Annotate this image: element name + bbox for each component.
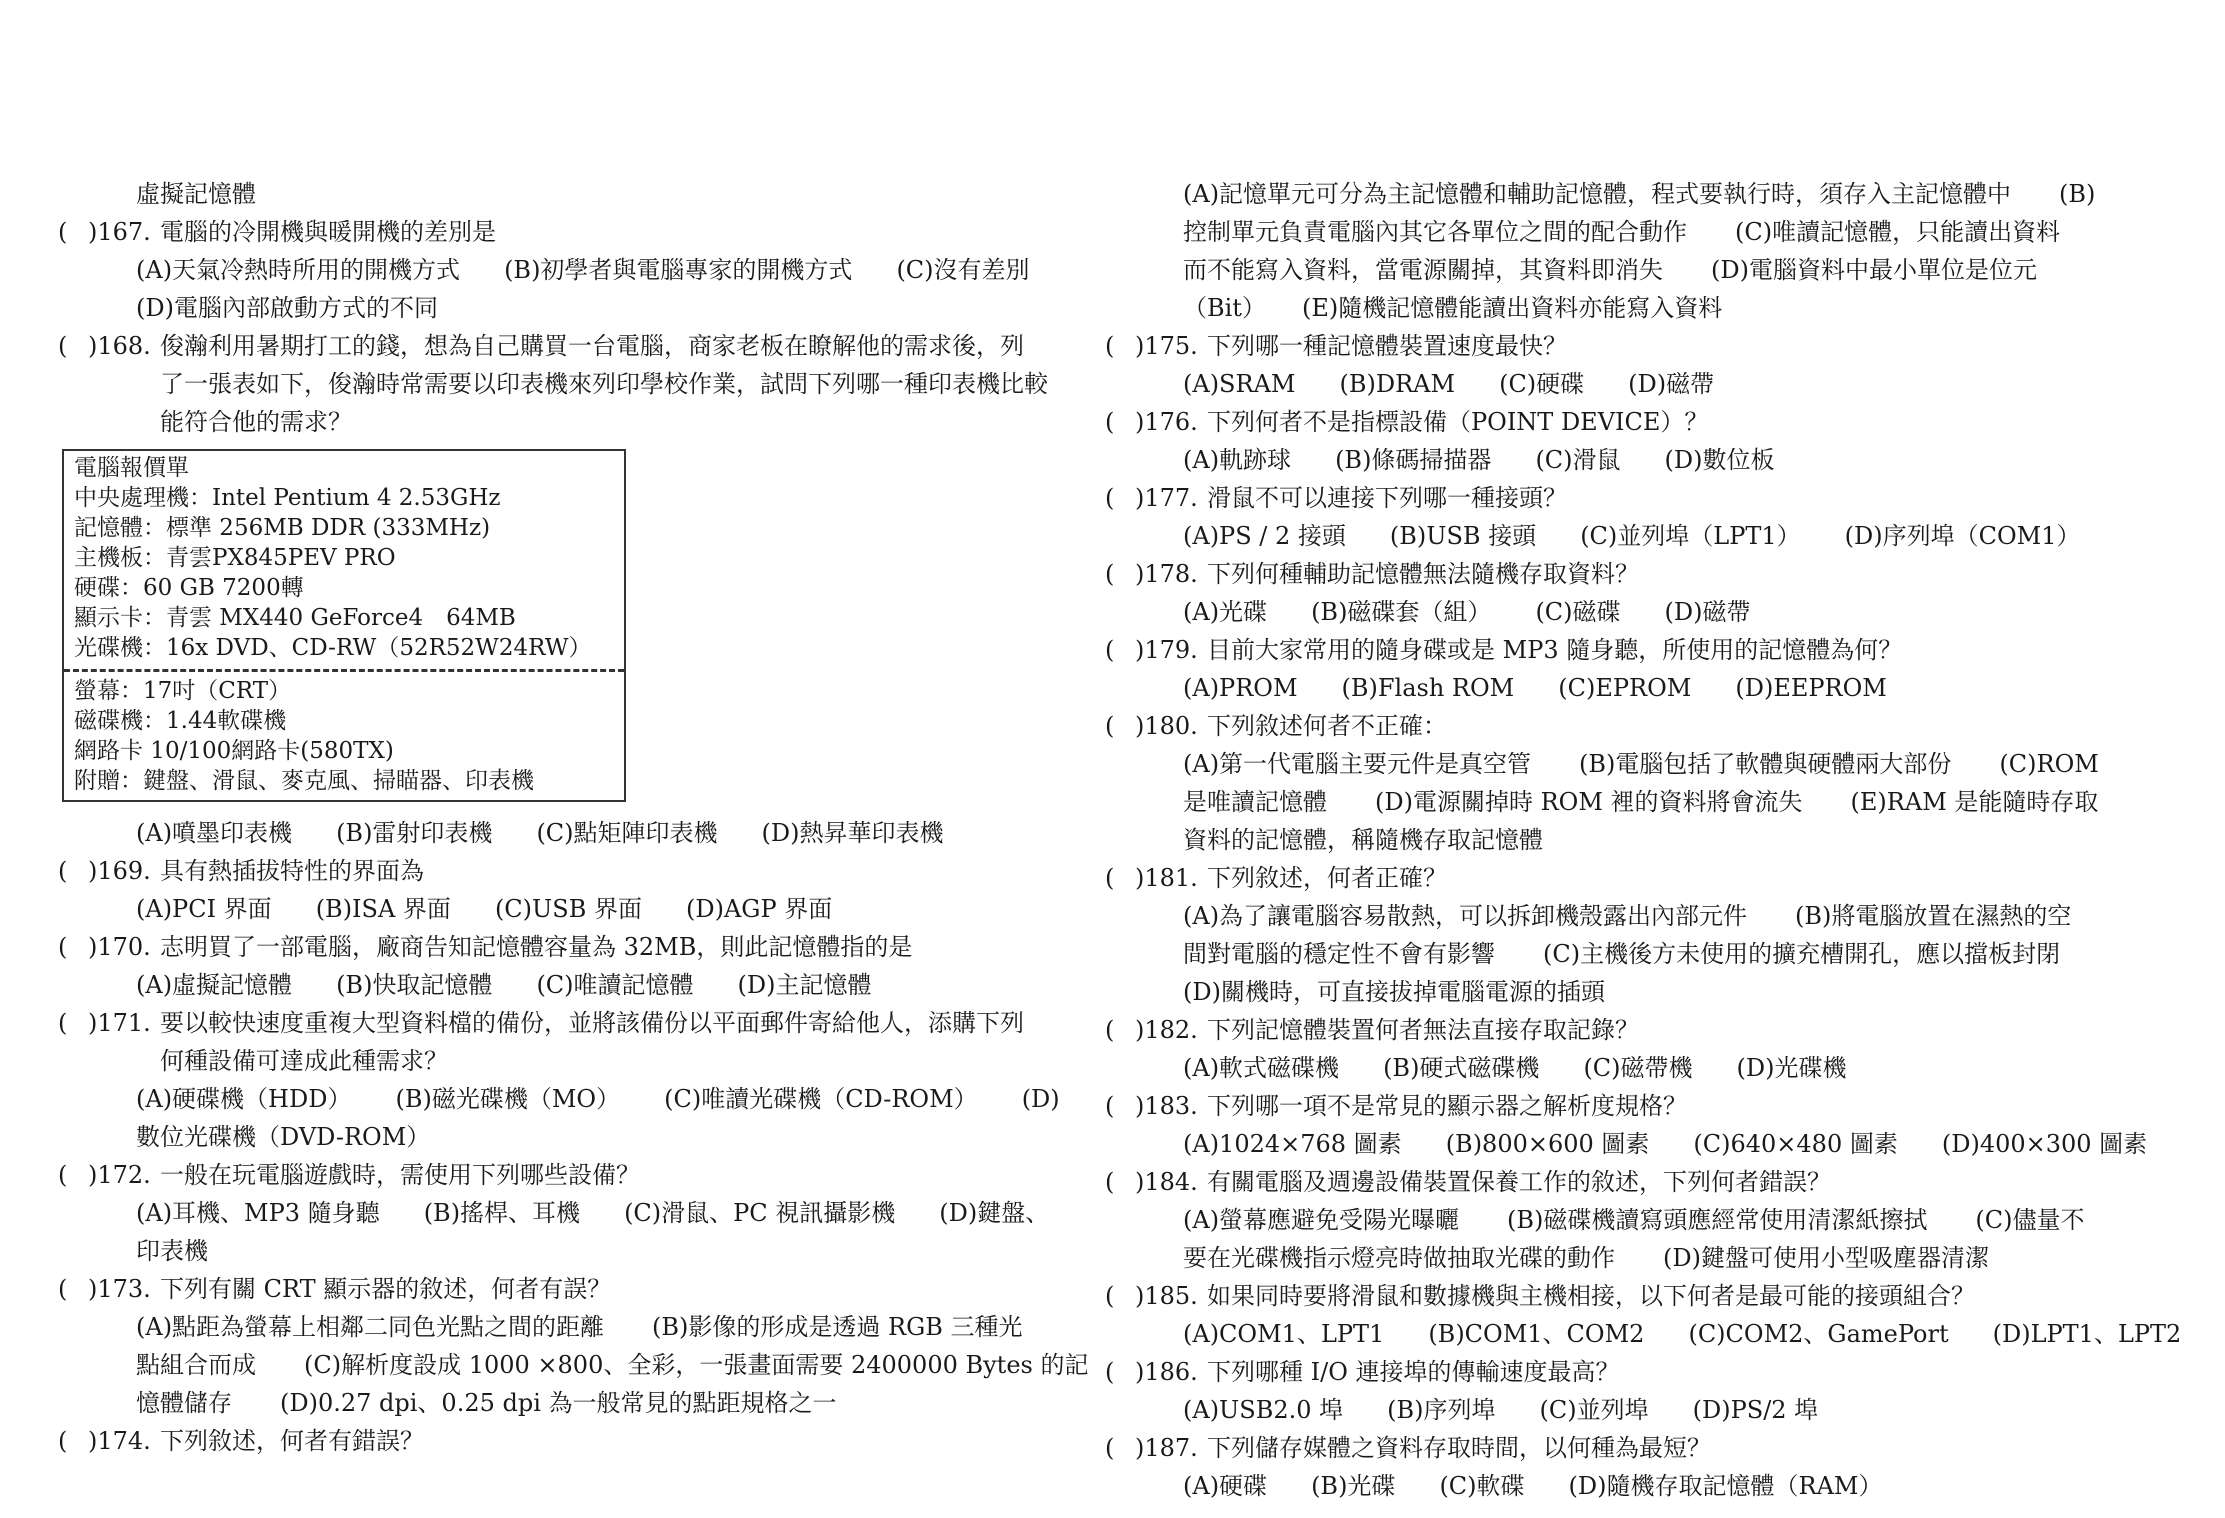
option: (D)AGP 界面	[685, 895, 833, 923]
text-line: 要在光碟機指示燈亮時做抽取光碟的動作 (D)鍵盤可使用小型吸塵器清潔	[1183, 1244, 1989, 1272]
text-line: (A)記憶單元可分為主記憶體和輔助記憶體，程式要執行時，須存入主記憶體中 (B)	[1183, 180, 2096, 208]
question-line	[1105, 327, 2135, 365]
option: (B)快取記憶體	[336, 971, 493, 999]
options-line	[1105, 365, 2135, 403]
answer-paren: (	[58, 1009, 68, 1037]
options-line	[1105, 1391, 2135, 1429]
question-text: 下列敘述，何者正確？	[1207, 864, 1447, 892]
question-line	[58, 1270, 1078, 1308]
option: (D)磁帶	[1628, 370, 1715, 398]
option: (B)雷射印表機	[336, 819, 493, 847]
question-line	[1105, 707, 2135, 745]
question-text: 下列敘述，何者有錯誤？	[160, 1427, 424, 1455]
option: (D)鍵盤、	[939, 1199, 1050, 1227]
option: (D)光碟機	[1736, 1054, 1847, 1082]
question-line	[1105, 1277, 2135, 1315]
option: (A)SRAM	[1183, 370, 1296, 398]
option: (C)磁碟	[1535, 598, 1621, 626]
question-number: )168.	[88, 332, 151, 360]
price-quote-line: 中央處理機：Intel Pentium 4 2.53GHz	[74, 485, 501, 511]
options-line	[1105, 1315, 2182, 1353]
question-line	[58, 213, 1078, 251]
question-number: )177.	[1135, 484, 1198, 512]
option: (C)640×480 圖素	[1693, 1130, 1898, 1158]
text-line: (D)電腦內部啟動方式的不同	[136, 294, 438, 322]
text-line: 間對電腦的穩定性不會有影響 (C)主機後方未使用的擴充槽開孔，應以擋板封閉	[1183, 940, 2061, 968]
option: (A)噴墨印表機	[136, 819, 293, 847]
question-number: )181.	[1135, 864, 1198, 892]
text-line: 控制單元負責電腦內其它各單位之間的配合動作 (C)唯讀記憶體，只能讀出資料	[1183, 218, 2061, 246]
question-line	[58, 1004, 1078, 1042]
question-number: )176.	[1135, 408, 1198, 436]
option: (C)COM2、GamePort	[1688, 1320, 1949, 1348]
question-text: 要以較快速度重複大型資料檔的備份，並將該備份以平面郵件寄給他人，添購下列	[160, 1009, 1024, 1037]
options-line	[58, 814, 1078, 852]
answer-paren: (	[1105, 1168, 1115, 1196]
question-line	[1105, 859, 2135, 897]
option: (B)ISA 界面	[315, 895, 451, 923]
right-lines	[1105, 175, 2182, 1505]
question-line	[58, 1422, 1078, 1460]
option: (A)PCI 界面	[136, 895, 272, 923]
answer-paren: (	[1105, 1358, 1115, 1386]
answer-paren: (	[1105, 712, 1115, 740]
options-line	[1105, 593, 2135, 631]
question-line	[1105, 1011, 2135, 1049]
question-number: )187.	[1135, 1434, 1198, 1462]
option: (C)磁帶機	[1583, 1054, 1693, 1082]
price-quote-line: 電腦報價單	[74, 455, 189, 481]
option: (B)800×600 圖素	[1445, 1130, 1650, 1158]
question-number: )185.	[1135, 1282, 1198, 1310]
option: (C)沒有差別	[896, 256, 1030, 284]
price-quote-line: 網路卡 10/100網路卡(580TX)	[74, 738, 394, 764]
question-number: )182.	[1135, 1016, 1198, 1044]
answer-paren: (	[58, 332, 68, 360]
option: (B)USB 接頭	[1389, 522, 1537, 550]
question-text: 下列何種輔助記憶體無法隨機存取資料？	[1207, 560, 1639, 588]
option: (C)唯讀光碟機（CD-ROM）	[664, 1085, 978, 1113]
option: (C)USB 界面	[494, 895, 642, 923]
option: (D)400×300 圖素	[1941, 1130, 2148, 1158]
question-text: 電腦的冷開機與暖開機的差別是	[160, 218, 496, 246]
question-number: )180.	[1135, 712, 1198, 740]
question-line	[1105, 1163, 2135, 1201]
question-text: 下列何者不是指標設備（POINT DEVICE）？	[1207, 408, 1709, 436]
question-text: 下列敘述何者不正確：	[1207, 712, 1447, 740]
option: (C)並列埠	[1539, 1396, 1649, 1424]
text-line: （Bit） (E)隨機記憶體能讀出資料亦能寫入資料	[1183, 294, 1723, 322]
question-line	[58, 852, 1078, 890]
option: (C)EPROM	[1558, 674, 1692, 702]
price-quote-box	[62, 449, 626, 802]
question-number: )167.	[88, 218, 151, 246]
answer-paren: (	[1105, 560, 1115, 588]
question-text: 志明買了一部電腦，廠商告知記憶體容量為 32MB，則此記憶體指的是	[160, 933, 913, 961]
answer-paren: (	[58, 933, 68, 961]
option: (D)主記憶體	[737, 971, 872, 999]
option: (A)COM1、LPT1	[1183, 1320, 1385, 1348]
text-line: 而不能寫入資料，當電源關掉，其資料即消失 (D)電腦資料中最小單位是位元	[1183, 256, 2037, 284]
question-text: 下列哪種 I/O 連接埠的傳輸速度最高？	[1207, 1358, 1620, 1386]
text-line: (D)關機時，可直接拔掉電腦電源的插頭	[1183, 978, 1605, 1006]
options-line	[58, 1194, 1078, 1232]
option: (D)隨機存取記憶體（RAM）	[1568, 1472, 1883, 1500]
question-number: )178.	[1135, 560, 1198, 588]
option: (A)硬碟	[1183, 1472, 1268, 1500]
option: (D)	[1021, 1085, 1060, 1113]
answer-paren: (	[58, 1427, 68, 1455]
option: (D)PS/2 埠	[1692, 1396, 1819, 1424]
question-number: )173.	[88, 1275, 151, 1303]
option: (A)USB2.0 埠	[1183, 1396, 1344, 1424]
question-text: 下列有關 CRT 顯示器的敘述，何者有誤？	[160, 1275, 612, 1303]
question-number: )172.	[88, 1161, 151, 1189]
question-number: )175.	[1135, 332, 1198, 360]
option: (A)天氣冷熱時所用的開機方式	[136, 256, 461, 284]
question-text: 下列記憶體裝置何者無法直接存取記錄？	[1207, 1016, 1639, 1044]
option: (B)磁碟套（組）	[1311, 598, 1492, 626]
price-quote-line: 附贈：鍵盤、滑鼠、麥克風、掃瞄器、印表機	[74, 768, 534, 794]
option: (B)硬式磁碟機	[1383, 1054, 1540, 1082]
text-line: 資料的記憶體，稱隨機存取記憶體	[1183, 826, 1543, 854]
option: (B)Flash ROM	[1341, 674, 1515, 702]
text-line: 憶體儲存 (D)0.27 dpi、0.25 dpi 為一般常見的點距規格之一	[136, 1389, 837, 1417]
option: (B)搖桿、耳機	[423, 1199, 581, 1227]
question-text: 下列哪一項不是常見的顯示器之解析度規格？	[1207, 1092, 1687, 1120]
left-lines-top	[58, 175, 1078, 441]
options-line	[1105, 1125, 2148, 1163]
answer-paren: (	[1105, 332, 1115, 360]
answer-paren: (	[58, 1275, 68, 1303]
option: (D)數位板	[1664, 446, 1775, 474]
question-line	[1105, 479, 2135, 517]
option: (B)初學者與電腦專家的開機方式	[504, 256, 853, 284]
question-text: 下列儲存媒體之資料存取時間，以何種為最短？	[1207, 1434, 1711, 1462]
question-line	[1105, 1429, 2135, 1467]
text-line: 點組合而成 (C)解析度設成 1000 ×800、全彩，一張畫面需要 2400000 Bytes 的記	[136, 1351, 1089, 1379]
options-line	[1105, 517, 2135, 555]
option: (D)EEPROM	[1735, 674, 1887, 702]
question-line	[58, 1156, 1078, 1194]
answer-paren: (	[58, 218, 68, 246]
dashed-divider	[64, 669, 624, 672]
options-line	[58, 966, 1078, 1004]
question-number: )184.	[1135, 1168, 1198, 1196]
answer-paren: (	[1105, 864, 1115, 892]
answer-paren: (	[1105, 408, 1115, 436]
question-line	[1105, 1087, 2135, 1125]
option: (B)光碟	[1311, 1472, 1396, 1500]
right-column	[1105, 175, 2182, 1505]
option: (B)條碼掃描器	[1335, 446, 1492, 474]
question-continuation: 能符合他的需求？	[160, 408, 352, 436]
option: (A)1024×768 圖素	[1183, 1130, 1402, 1158]
price-quote-line: 主機板：青雲PX845PEV PRO	[74, 545, 396, 571]
question-continuation: 何種設備可達成此種需求？	[160, 1047, 448, 1075]
option: (D)磁帶	[1664, 598, 1751, 626]
question-number: )186.	[1135, 1358, 1198, 1386]
option: (C)滑鼠、PC 視訊攝影機	[624, 1199, 896, 1227]
price-quote-line: 光碟機：16x DVD、CD-RW（52R52W24RW）	[74, 635, 592, 661]
text-line: (A)為了讓電腦容易散熱，可以拆卸機殼露出內部元件 (B)將電腦放置在濕熱的空	[1183, 902, 2072, 930]
option: (A)PROM	[1183, 674, 1298, 702]
answer-paren: (	[58, 857, 68, 885]
left-lines-bottom	[58, 814, 1089, 1460]
question-text: 下列哪一種記憶體裝置速度最快？	[1207, 332, 1567, 360]
text-line: 是唯讀記憶體 (D)電源關掉時 ROM 裡的資料將會流失 (E)RAM 是能隨時存取	[1183, 788, 2099, 816]
answer-paren: (	[1105, 1016, 1115, 1044]
text-line: 數位光碟機（DVD-ROM）	[136, 1123, 431, 1151]
answer-paren: (	[1105, 636, 1115, 664]
question-text: 俊瀚利用暑期打工的錢，想為自己購買一台電腦，商家老板在瞭解他的需求後，列	[160, 332, 1024, 360]
options-line	[1105, 1049, 2135, 1087]
question-text: 具有熱插拔特性的界面為	[160, 857, 424, 885]
text-line: (A)點距為螢幕上相鄰二同色光點之間的距離 (B)影像的形成是透過 RGB 三種光	[136, 1313, 1023, 1341]
option: (A)耳機、MP3 隨身聽	[136, 1199, 380, 1227]
price-quote-top	[74, 453, 614, 663]
question-text: 一般在玩電腦遊戲時，需使用下列哪些設備？	[160, 1161, 640, 1189]
option: (C)並列埠（LPT1）	[1580, 522, 1801, 550]
price-quote-line: 磁碟機：1.44軟碟機	[74, 708, 287, 734]
option: (A)光碟	[1183, 598, 1268, 626]
option: (D)熱昇華印表機	[761, 819, 944, 847]
question-number: )183.	[1135, 1092, 1198, 1120]
price-quote-line: 硬碟：60 GB 7200轉	[74, 575, 304, 601]
options-line	[1105, 441, 2135, 479]
option: (C)滑鼠	[1535, 446, 1621, 474]
price-quote-line: 螢幕：17吋（CRT）	[74, 678, 292, 704]
option: (A)軌跡球	[1183, 446, 1292, 474]
question-text: 有關電腦及週邊設備裝置保養工作的敘述，下列何者錯誤？	[1207, 1168, 1831, 1196]
left-column	[58, 175, 1089, 1460]
option: (B)磁光碟機（MO）	[395, 1085, 621, 1113]
option: (C)點矩陣印表機	[536, 819, 718, 847]
question-line	[58, 928, 1078, 966]
text-line: 印表機	[136, 1237, 208, 1265]
price-quote-line: 記憶體：標準 256MB DDR (333MHz)	[74, 515, 491, 541]
answer-paren: (	[1105, 484, 1115, 512]
text-line: (A)第一代電腦主要元件是真空管 (B)電腦包括了軟體與硬體兩大部份 (C)ROM	[1183, 750, 2099, 778]
option: (B)COM1、COM2	[1428, 1320, 1645, 1348]
options-line	[58, 1080, 1078, 1118]
text-line: 虛擬記憶體	[136, 180, 256, 208]
answer-paren: (	[1105, 1434, 1115, 1462]
option: (C)唯讀記憶體	[536, 971, 694, 999]
option: (C)硬碟	[1499, 370, 1585, 398]
price-quote-line: 顯示卡：青雲 MX440 GeForce4 64MB	[74, 605, 516, 631]
answer-paren: (	[1105, 1092, 1115, 1120]
answer-paren: (	[1105, 1282, 1115, 1310]
question-line	[58, 327, 1078, 365]
text-line: (A)螢幕應避免受陽光曝曬 (B)磁碟機讀寫頭應經常使用清潔紙擦拭 (C)儘量不	[1183, 1206, 2085, 1234]
options-line	[1105, 669, 2135, 707]
answer-paren: (	[58, 1161, 68, 1189]
question-line	[1105, 403, 2135, 441]
option: (A)虛擬記憶體	[136, 971, 293, 999]
question-number: )171.	[88, 1009, 151, 1037]
question-number: )170.	[88, 933, 151, 961]
price-quote-bottom	[74, 676, 614, 796]
question-number: )174.	[88, 1427, 151, 1455]
options-line	[58, 890, 1078, 928]
option: (C)軟碟	[1439, 1472, 1525, 1500]
option: (B)序列埠	[1387, 1396, 1496, 1424]
question-line	[1105, 631, 2135, 669]
option: (D)序列埠（COM1）	[1844, 522, 2081, 550]
option: (A)軟式磁碟機	[1183, 1054, 1340, 1082]
question-line	[1105, 1353, 2135, 1391]
question-text: 滑鼠不可以連接下列哪一種接頭？	[1207, 484, 1567, 512]
question-number: )169.	[88, 857, 151, 885]
options-line	[58, 251, 1078, 289]
question-line	[1105, 555, 2135, 593]
option: (A)PS / 2 接頭	[1183, 522, 1346, 550]
question-number: )179.	[1135, 636, 1198, 664]
option: (D)LPT1、LPT2	[1992, 1320, 2182, 1348]
question-continuation: 了一張表如下，俊瀚時常需要以印表機來列印學校作業，試問下列哪一種印表機比較	[160, 370, 1048, 398]
option: (B)DRAM	[1339, 370, 1456, 398]
question-text: 如果同時要將滑鼠和數據機與主機相接，以下何者是最可能的接頭組合？	[1207, 1282, 1975, 1310]
option: (A)硬碟機（HDD）	[136, 1085, 352, 1113]
options-line	[1105, 1467, 2135, 1505]
question-text: 目前大家常用的隨身碟或是 MP3 隨身聽，所使用的記憶體為何？	[1207, 636, 1903, 664]
